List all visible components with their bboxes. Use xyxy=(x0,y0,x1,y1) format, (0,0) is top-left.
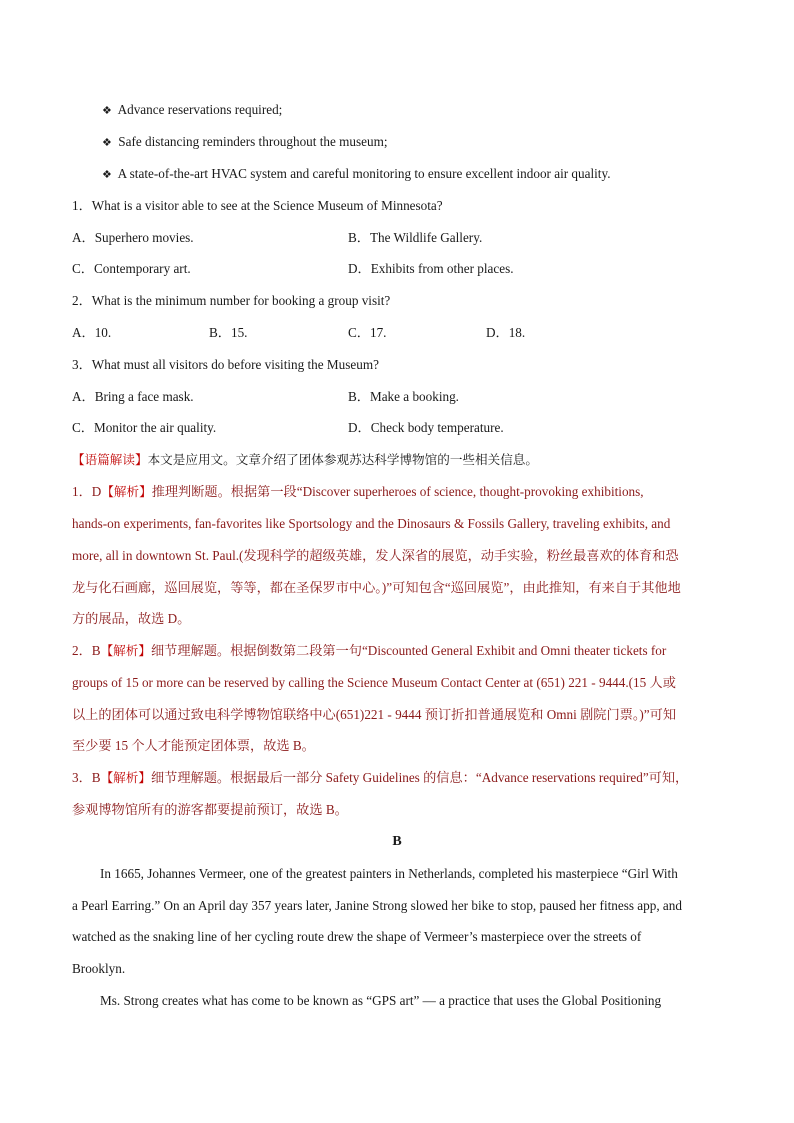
passage-analysis xyxy=(72,451,722,469)
answer-key: 3．B xyxy=(72,770,101,785)
paragraph-line: Brooklyn. xyxy=(72,961,126,976)
bullet-item xyxy=(102,101,752,120)
option-a: A．10. xyxy=(72,325,112,340)
answer-explanation-line: 以上的团体可以通过致电科学博物馆联络中心(651)221 - 9444 预订折扣普通展览和 Omni 剧院门票。)”可知 xyxy=(72,707,677,722)
paragraph-line: watched as the snaking line of her cycling route drew the shape of Vermeer’s masterpiece over the streets of xyxy=(72,929,642,944)
answer-explanation-line: hands-on experiments, fan-favorites like Sportsology and the Dinosaurs & Fossils Gallery, traveling exhibits, and xyxy=(72,516,671,531)
answer-explanation-line: 龙与化石画廊，巡回展览，等等，都在圣保罗市中心。)”可知包含“巡回展览”，由此推知，有来自于其他地 xyxy=(72,580,681,595)
analysis-tag: 【解析】 xyxy=(100,643,151,658)
answer-key: 2．B xyxy=(72,643,101,658)
diamond-bullet-icon: ❖ xyxy=(102,137,112,149)
option-a: A．Superhero movies. xyxy=(72,230,194,245)
diamond-bullet-icon: ❖ xyxy=(102,169,112,181)
question-stem: 2．What is the minimum number for booking a group visit? xyxy=(72,293,391,308)
bullet-text: A state-of-the-art HVAC system and careful monitoring to ensure excellent indoor air quality. xyxy=(117,166,611,181)
paragraph-line: Ms. Strong creates what has come to be known as “GPS art” — a practice that uses the Global Positioning xyxy=(100,993,662,1008)
section-heading: B xyxy=(392,834,402,849)
analysis-tag: 【解析】 xyxy=(101,484,152,499)
answer-explanation-line xyxy=(72,642,722,660)
option-d: D．18. xyxy=(486,325,526,340)
answer-explanation-line: more, all in downtown St. Paul.(发现科学的超级英雄，发人深省的展览，动手实验，粉丝最喜欢的体育和恐 xyxy=(72,548,679,563)
explanation-text: 推理判断题。根据第一段“Discover superheroes of science, thought-provoking exhibitions, xyxy=(151,484,644,499)
option-b: B．15. xyxy=(209,325,248,340)
paragraph-line: a Pearl Earring.” On an April day 357 years later, Janine Strong slowed her bike to stop, paused her fitness app, and xyxy=(72,898,682,913)
answer-explanation-line: 参观博物馆所有的游客都要提前预订，故选 B。 xyxy=(72,802,348,817)
answer-explanation-line: groups of 15 or more can be reserved by calling the Science Museum Contact Center at (651) 221 - 9444.(15 人或 xyxy=(72,675,676,690)
answer-key: 1．D xyxy=(72,484,102,499)
option-d: D．Check body temperature. xyxy=(348,420,504,435)
analysis-tag: 【解析】 xyxy=(100,770,151,785)
explanation-text: 细节理解题。根据倒数第二段第一句“Discounted General Exhibit and Omni theater tickets for xyxy=(150,643,667,658)
bullet-item xyxy=(102,133,752,152)
paragraph-line: In 1665, Johannes Vermeer, one of the greatest painters in Netherlands, completed his masterpiece “Girl With xyxy=(100,866,678,881)
answer-explanation-line xyxy=(72,483,722,501)
bullet-text: Safe distancing reminders throughout the museum; xyxy=(118,134,388,149)
option-c: C．17. xyxy=(348,325,387,340)
answer-explanation-line: 至少要 15 个人才能预定团体票，故选 B。 xyxy=(72,738,315,753)
option-c: C．Contemporary art. xyxy=(72,261,191,276)
explanation-text: 细节理解题。根据最后一部分 Safety Guidelines 的信息：“Advance reservations required”可知， xyxy=(150,770,689,785)
option-b: B．Make a booking. xyxy=(348,389,459,404)
question-stem: 3．What must all visitors do before visiting the Museum? xyxy=(72,357,379,372)
bullet-text: Advance reservations required; xyxy=(117,102,283,117)
question-stem: 1．What is a visitor able to see at the Science Museum of Minnesota? xyxy=(72,198,443,213)
diamond-bullet-icon: ❖ xyxy=(102,105,112,117)
analysis-text: 本文是应用文。文章介绍了团体参观苏达科学博物馆的一些相关信息。 xyxy=(147,452,538,467)
option-d: D．Exhibits from other places. xyxy=(348,261,514,276)
answer-explanation-line xyxy=(72,769,722,787)
option-c: C．Monitor the air quality. xyxy=(72,420,217,435)
option-b: B．The Wildlife Gallery. xyxy=(348,230,483,245)
option-a: A．Bring a face mask. xyxy=(72,389,194,404)
bullet-item xyxy=(102,165,752,184)
analysis-tag: 【语篇解读】 xyxy=(72,452,148,467)
answer-explanation-line: 方的展品，故选 D。 xyxy=(72,611,191,626)
